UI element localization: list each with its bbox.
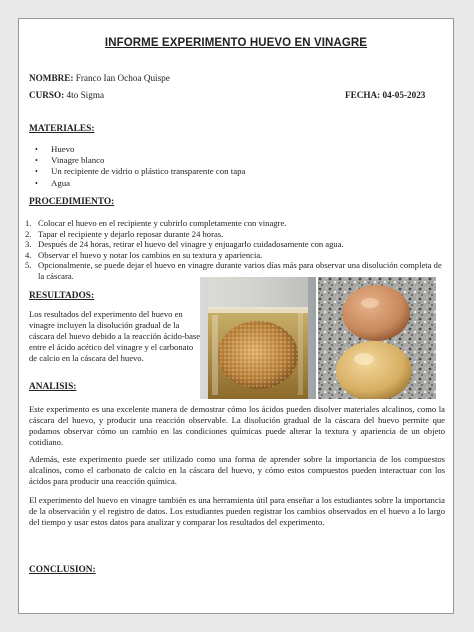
curso-value: 4to Sigma bbox=[66, 90, 105, 100]
nombre-row bbox=[29, 73, 170, 84]
eggs-on-granite-photo bbox=[318, 277, 436, 399]
list-item: • Un recipiente de vidrio o plástico transparente con tapa bbox=[29, 166, 429, 177]
egg-in-vinegar-photo bbox=[200, 277, 316, 399]
resultados-heading: RESULTADOS: bbox=[29, 291, 95, 301]
list-item: • Vinagre blanco bbox=[29, 155, 429, 166]
resultados-text: Los resultados del experimento del huevo en vinagre incluyen la disolución gradual de la cáscara del huevo debido a la reacción ácido-base entre el ácido acético del vinagre y el carbonato de calcio en la cáscara del huevo. bbox=[29, 309, 201, 363]
list-item: 4. Observar el huevo y notar los cambios en su textura y apariencia. bbox=[25, 249, 263, 260]
materiales-heading: MATERIALES: bbox=[29, 124, 95, 134]
analisis-paragraph-2: Además, este experimento puede ser utilizado como una forma de aprender sobre la importancia de los compuestos alcalinos, como el carbonato de calcio en la cáscara del huevo, y cómo estos compuestos pueden interactuar con los ácidos para producir una reacción química. bbox=[29, 454, 445, 486]
analisis-paragraph-1: Este experimento es una excelente manera de demostrar cómo los ácidos pueden disolver materiales alcalinos, como la cáscara del huevo, y producir una reacción observable. La disolución gradual de la cáscara del huevo permite que podamos observar cómo un cambio en las condiciones químicas puede alterar la textura y apariencia de un objeto cotidiano. bbox=[29, 404, 445, 447]
document-page bbox=[18, 18, 454, 614]
nombre-label: NOMBRE: bbox=[29, 73, 74, 83]
nombre-value: Franco Ian Ochoa Quispe bbox=[75, 73, 170, 83]
curso-row bbox=[29, 90, 104, 101]
list-item: 5. Opcionalmente, se puede dejar el huevo en vinagre durante varios días más para observar una disolución completa de la cáscara. bbox=[25, 260, 442, 281]
list-item: 2. Tapar el recipiente y dejarlo reposar durante 24 horas. bbox=[25, 228, 224, 239]
procedimiento-heading: PROCEDIMIENTO: bbox=[29, 197, 115, 207]
list-item: 3. Después de 24 horas, retirar el huevo del vinagre y enjuagarlo cuidadosamente con agua. bbox=[25, 239, 344, 250]
fecha-label: FECHA: 04-05-2023 bbox=[345, 90, 426, 100]
materiales-list bbox=[29, 144, 429, 189]
list-item: • Huevo bbox=[29, 144, 429, 155]
list-item: • Agua bbox=[29, 178, 429, 189]
procedimiento-list bbox=[25, 218, 443, 282]
analisis-heading: ANALISIS: bbox=[29, 382, 77, 392]
conclusion-heading: CONCLUSION: bbox=[29, 565, 96, 575]
list-item: 1. Colocar el huevo en el recipiente y cubrirlo completamente con vinagre. bbox=[25, 218, 287, 228]
document-title: INFORME EXPERIMENTO HUEVO EN VINAGRE bbox=[104, 37, 368, 49]
curso-label: CURSO: bbox=[29, 90, 65, 100]
analisis-paragraph-3: El experimento del huevo en vinagre también es una herramienta útil para enseñar a los estudiantes sobre la importancia de la observación y el registro de datos. Los estudiantes pueden registrar los cambios observados en el huevo a lo largo del tiempo y usar estos datos para analizar y comparar los resultados del experimento. bbox=[29, 495, 445, 527]
